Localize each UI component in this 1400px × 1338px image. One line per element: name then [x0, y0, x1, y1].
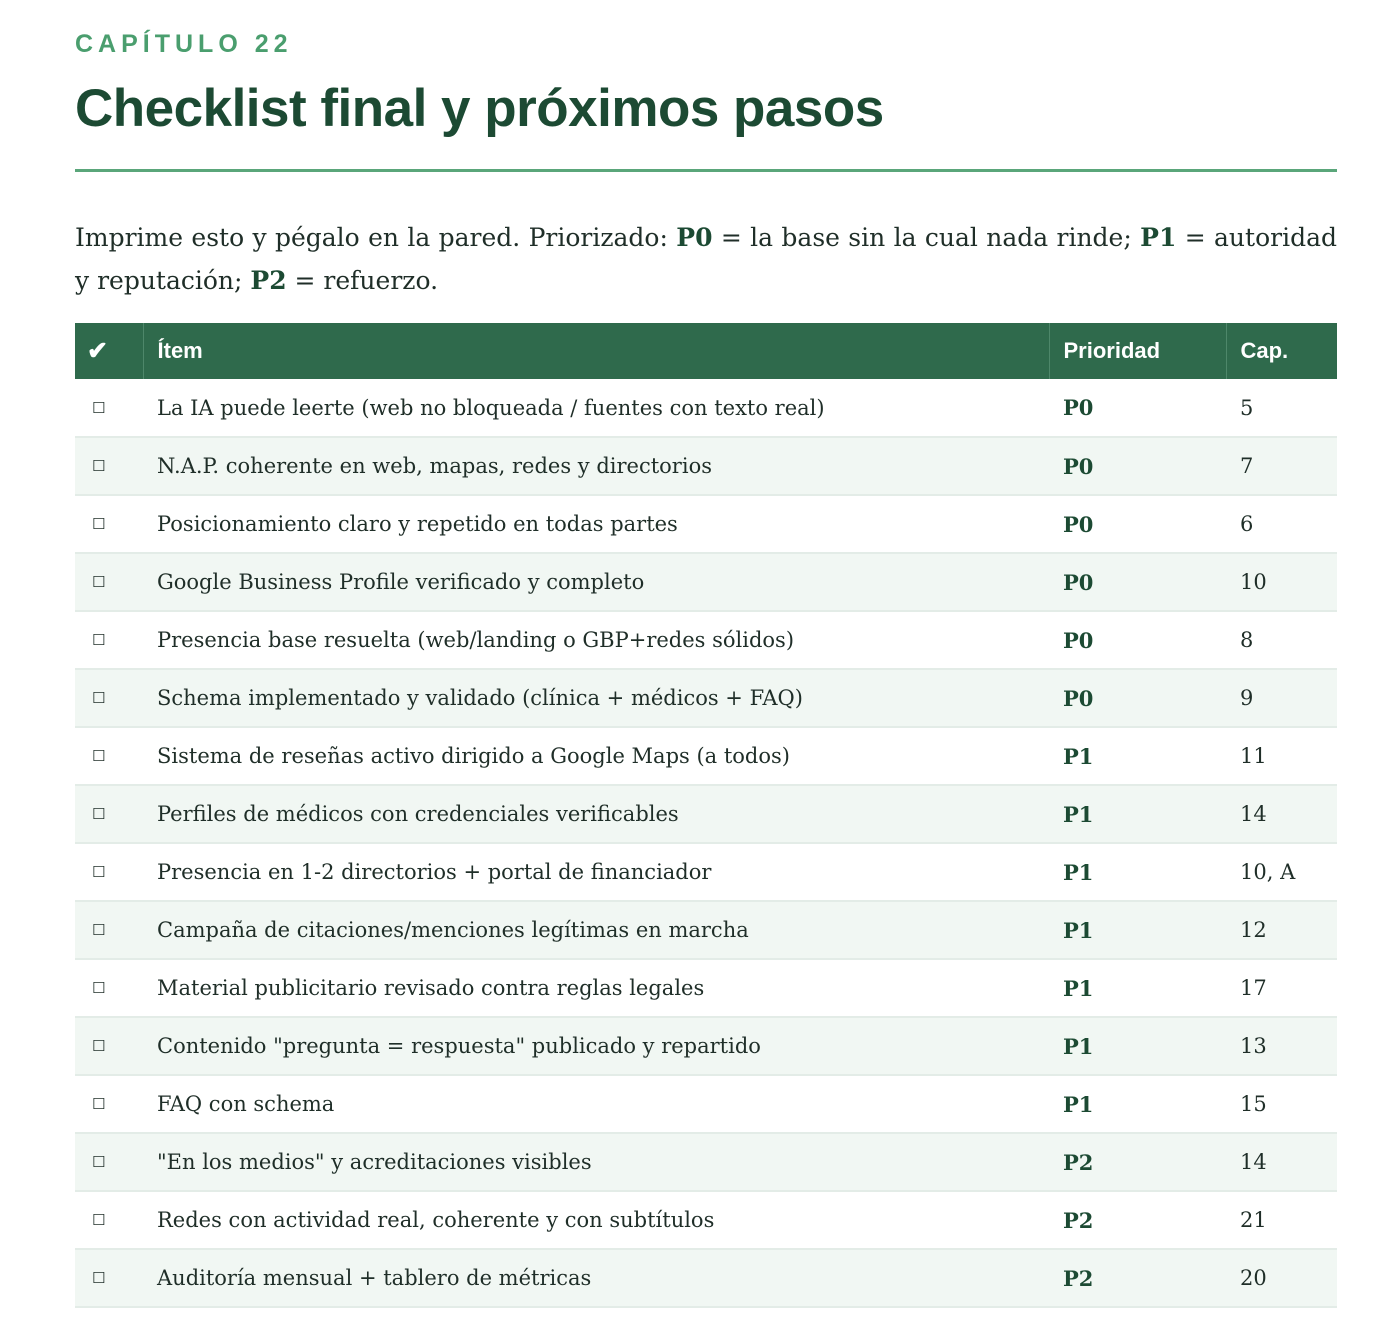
priority-cell: P1: [1049, 959, 1226, 1017]
table-body: [75, 379, 1337, 1307]
table-row: [75, 669, 1337, 727]
checkbox[interactable]: ☐: [75, 437, 143, 495]
priority-cell: P1: [1049, 1017, 1226, 1075]
table-row: [75, 379, 1337, 437]
table-row: [75, 611, 1337, 669]
intro-text-4: = refuerzo.: [286, 266, 439, 295]
table-row: [75, 727, 1337, 785]
checkbox[interactable]: ☐: [75, 1017, 143, 1075]
chapter-cell: 8: [1226, 611, 1337, 669]
item-cell: La IA puede leerte (web no bloqueada / fuentes con texto real): [143, 379, 1049, 437]
chapter-cell: 21: [1226, 1191, 1337, 1249]
priority-column-header: Prioridad: [1049, 323, 1226, 379]
chapter-cell: 9: [1226, 669, 1337, 727]
priority-cell: P1: [1049, 843, 1226, 901]
priority-cell: P1: [1049, 1075, 1226, 1133]
checkbox[interactable]: ☐: [75, 727, 143, 785]
priority-cell: P0: [1049, 495, 1226, 553]
checkbox[interactable]: ☐: [75, 611, 143, 669]
chapter-cell: 20: [1226, 1249, 1337, 1307]
chapter-cell: 7: [1226, 437, 1337, 495]
table-row: [75, 1075, 1337, 1133]
priority-cell: P0: [1049, 611, 1226, 669]
chapter-label: CAPÍTULO 22: [75, 30, 293, 58]
item-cell: Sistema de reseñas activo dirigido a Google Maps (a todos): [143, 727, 1049, 785]
priority-cell: P0: [1049, 669, 1226, 727]
checkbox[interactable]: ☐: [75, 1075, 143, 1133]
table-row: [75, 901, 1337, 959]
checkbox[interactable]: ☐: [75, 1191, 143, 1249]
item-cell: Contenido "pregunta = respuesta" publicado y repartido: [143, 1017, 1049, 1075]
priority-cell: P1: [1049, 901, 1226, 959]
table-row: [75, 553, 1337, 611]
item-cell: "En los medios" y acreditaciones visibles: [143, 1133, 1049, 1191]
priority-cell: P0: [1049, 379, 1226, 437]
item-cell: Schema implementado y validado (clínica + médicos + FAQ): [143, 669, 1049, 727]
page-title: Checklist final y próximos pasos: [75, 79, 884, 138]
checklist-table: [75, 323, 1337, 1308]
chapter-cell: 12: [1226, 901, 1337, 959]
title-divider: [75, 169, 1337, 172]
item-cell: Presencia en 1-2 directorios + portal de financiador: [143, 843, 1049, 901]
table-row: [75, 959, 1337, 1017]
table-row: [75, 495, 1337, 553]
item-cell: Posicionamiento claro y repetido en todas partes: [143, 495, 1049, 553]
table-row: [75, 437, 1337, 495]
priority-p2-label: P2: [250, 266, 287, 295]
checkbox[interactable]: ☐: [75, 669, 143, 727]
chapter-cell: 17: [1226, 959, 1337, 1017]
checkbox[interactable]: ☐: [75, 1249, 143, 1307]
table-row: [75, 843, 1337, 901]
intro-text-2: = la base sin la cual nada rinde;: [712, 223, 1141, 252]
intro-text-1: Imprime esto y pégalo en la pared. Priorizado:: [75, 223, 677, 252]
table-row: [75, 785, 1337, 843]
priority-cell: P1: [1049, 785, 1226, 843]
table-row: [75, 1017, 1337, 1075]
chapter-cell: 6: [1226, 495, 1337, 553]
intro-text-3: = autoridad y reputación;: [75, 223, 1337, 295]
checkbox[interactable]: ☐: [75, 553, 143, 611]
chapter-cell: 15: [1226, 1075, 1337, 1133]
chapter-cell: 11: [1226, 727, 1337, 785]
priority-cell: P2: [1049, 1133, 1226, 1191]
item-column-header: Ítem: [143, 323, 1049, 379]
priority-p0-label: P0: [676, 223, 713, 252]
chapter-cell: 10: [1226, 553, 1337, 611]
checkbox[interactable]: ☐: [75, 959, 143, 1017]
chapter-cell: 13: [1226, 1017, 1337, 1075]
table-row: [75, 1249, 1337, 1307]
table-header-row: [75, 323, 1337, 379]
checkbox[interactable]: ☐: [75, 785, 143, 843]
check-column-header: ✔: [75, 323, 143, 379]
item-cell: Google Business Profile verificado y completo: [143, 553, 1049, 611]
item-cell: Auditoría mensual + tablero de métricas: [143, 1249, 1049, 1307]
checkbox[interactable]: ☐: [75, 843, 143, 901]
priority-cell: P0: [1049, 553, 1226, 611]
item-cell: N.A.P. coherente en web, mapas, redes y directorios: [143, 437, 1049, 495]
priority-cell: P2: [1049, 1249, 1226, 1307]
item-cell: Material publicitario revisado contra reglas legales: [143, 959, 1049, 1017]
priority-cell: P0: [1049, 437, 1226, 495]
checkbox[interactable]: ☐: [75, 1133, 143, 1191]
chapter-column-header: Cap.: [1226, 323, 1337, 379]
chapter-cell: 14: [1226, 785, 1337, 843]
table-row: [75, 1191, 1337, 1249]
priority-cell: P1: [1049, 727, 1226, 785]
priority-cell: P2: [1049, 1191, 1226, 1249]
chapter-cell: 5: [1226, 379, 1337, 437]
table-row: [75, 1133, 1337, 1191]
checkbox[interactable]: ☐: [75, 901, 143, 959]
intro-paragraph: [75, 216, 1337, 302]
checkbox[interactable]: ☐: [75, 379, 143, 437]
table-header: [75, 323, 1337, 379]
item-cell: Perfiles de médicos con credenciales verificables: [143, 785, 1049, 843]
item-cell: FAQ con schema: [143, 1075, 1049, 1133]
item-cell: Redes con actividad real, coherente y con subtítulos: [143, 1191, 1049, 1249]
item-cell: Presencia base resuelta (web/landing o GBP+redes sólidos): [143, 611, 1049, 669]
chapter-cell: 10, A: [1226, 843, 1337, 901]
item-cell: Campaña de citaciones/menciones legítimas en marcha: [143, 901, 1049, 959]
chapter-cell: 14: [1226, 1133, 1337, 1191]
checkbox[interactable]: ☐: [75, 495, 143, 553]
priority-p1-label: P1: [1140, 223, 1177, 252]
